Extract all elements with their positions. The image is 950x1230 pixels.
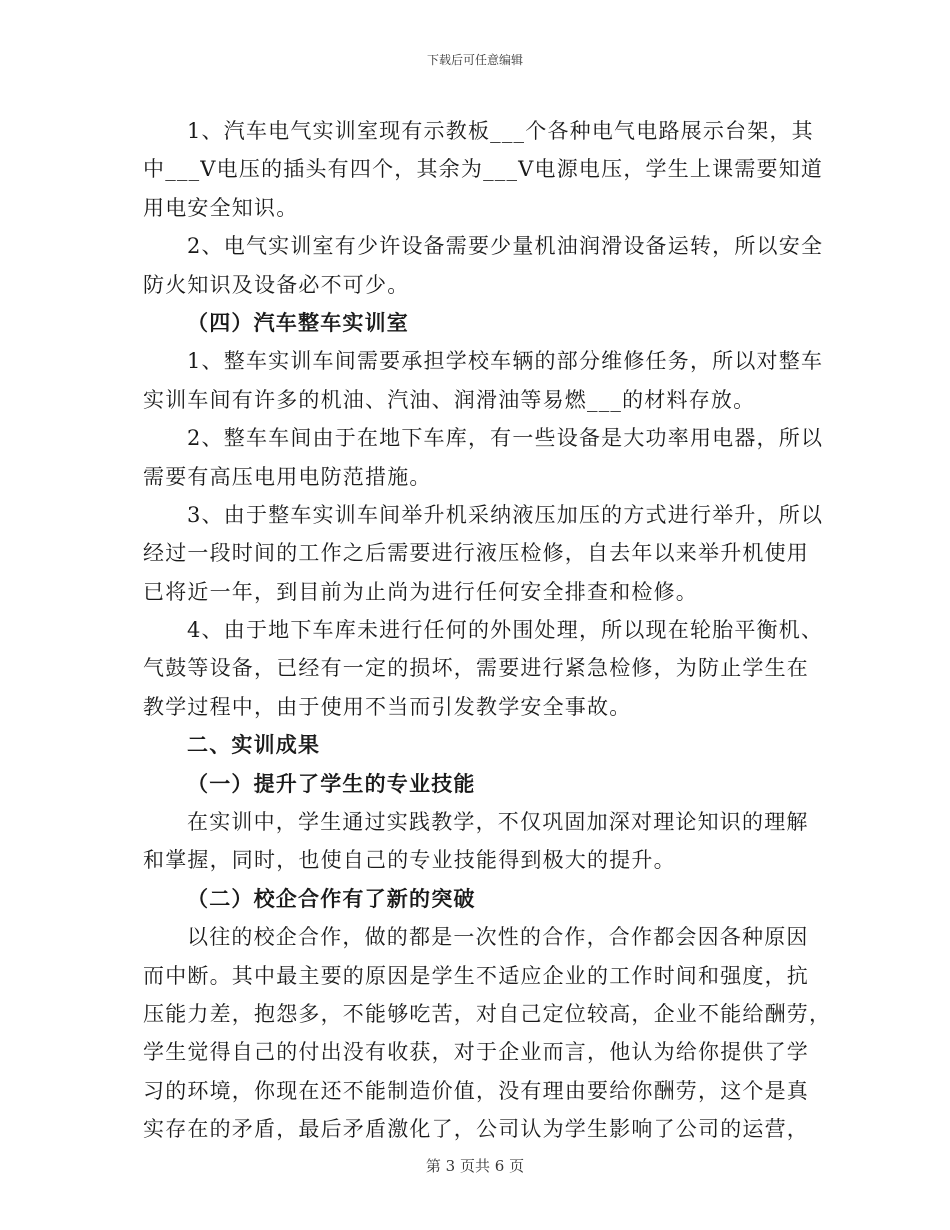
paragraph-line: 实训车间有许多的机油、汽油、润滑油等易燃___的材料存放。 xyxy=(143,387,756,412)
paragraph-line: 已将近一年，到目前为止尚为进行任何安全排查和检修。 xyxy=(143,579,698,604)
page-header: 下载后可任意编辑 xyxy=(426,53,523,67)
paragraph-line: 中___V电压的插头有四个，其余为___V电源电压，学生上课需要知道 xyxy=(143,157,824,182)
section-heading: 二、实训成果 xyxy=(187,732,321,758)
document-body xyxy=(143,112,832,1149)
paragraph-line: 1、汽车电气实训室现有示教板___个各种电气电路展示台架，其 xyxy=(187,119,814,143)
paragraph-line: 2、整车车间由于在地下车库，有一些设备是大功率用电器，所以 xyxy=(187,426,824,451)
paragraph-line: 而中断。其中最主要的原因是学生不适应企业的工作时间和强度，抗 xyxy=(143,963,809,988)
paragraph-line: 用电安全知识。 xyxy=(143,195,299,220)
page-number-footer: 第 3 页共 6 页 xyxy=(425,1157,525,1175)
paragraph-line: 2、电气实训室有少许设备需要少量机油润滑设备运转，所以安全 xyxy=(187,234,824,259)
paragraph-line: 学生觉得自己的付出没有收获，对于企业而言，他认为给你提供了学 xyxy=(143,1040,809,1065)
paragraph-line: 在实训中，学生通过实践教学，不仅巩固加深对理论知识的理解 xyxy=(187,810,809,835)
paragraph-line: 1、整车实训车间需要承担学校车辆的部分维修任务，所以对整车 xyxy=(187,349,824,374)
paragraph-line: 压能力差，抱怨多，不能够吃苦，对自己定位较高，企业不能给酬劳， xyxy=(143,1001,832,1026)
subsection-heading: （二）校企合作有了新的突破 xyxy=(187,885,476,911)
subsection-heading: （一）提升了学生的专业技能 xyxy=(187,770,476,796)
paragraph-line: 3、由于整车实训车间举升机采纳液压加压的方式进行举升，所以 xyxy=(187,502,824,527)
paragraph-line: 以往的校企合作，做的都是一次性的合作，合作都会因各种原因 xyxy=(187,925,809,950)
paragraph-line: 实存在的矛盾，最后矛盾激化了，公司认为学生影响了公司的运营， xyxy=(143,1117,809,1142)
paragraph-line: 需要有高压电用电防范措施。 xyxy=(143,464,432,489)
paragraph-line: 经过一段时间的工作之后需要进行液压检修，自去年以来举升机使用 xyxy=(143,541,809,566)
paragraph-line: 气鼓等设备，已经有一定的损坏，需要进行紧急检修，为防止学生在 xyxy=(143,656,809,681)
paragraph-line: 教学过程中，由于使用不当而引发教学安全事故。 xyxy=(143,694,632,719)
paragraph-line: 习的环境，你现在还不能制造价值，没有理由要给你酬劳，这个是真 xyxy=(143,1078,809,1103)
paragraph-line: 4、由于地下车库未进行任何的外围处理，所以现在轮胎平衡机、 xyxy=(187,618,824,643)
paragraph-line: 防火知识及设备必不可少。 xyxy=(143,272,410,297)
section-heading: （四）汽车整车实训室 xyxy=(187,309,409,335)
paragraph-line: 和掌握，同时，也使自己的专业技能得到极大的提升。 xyxy=(143,848,676,873)
